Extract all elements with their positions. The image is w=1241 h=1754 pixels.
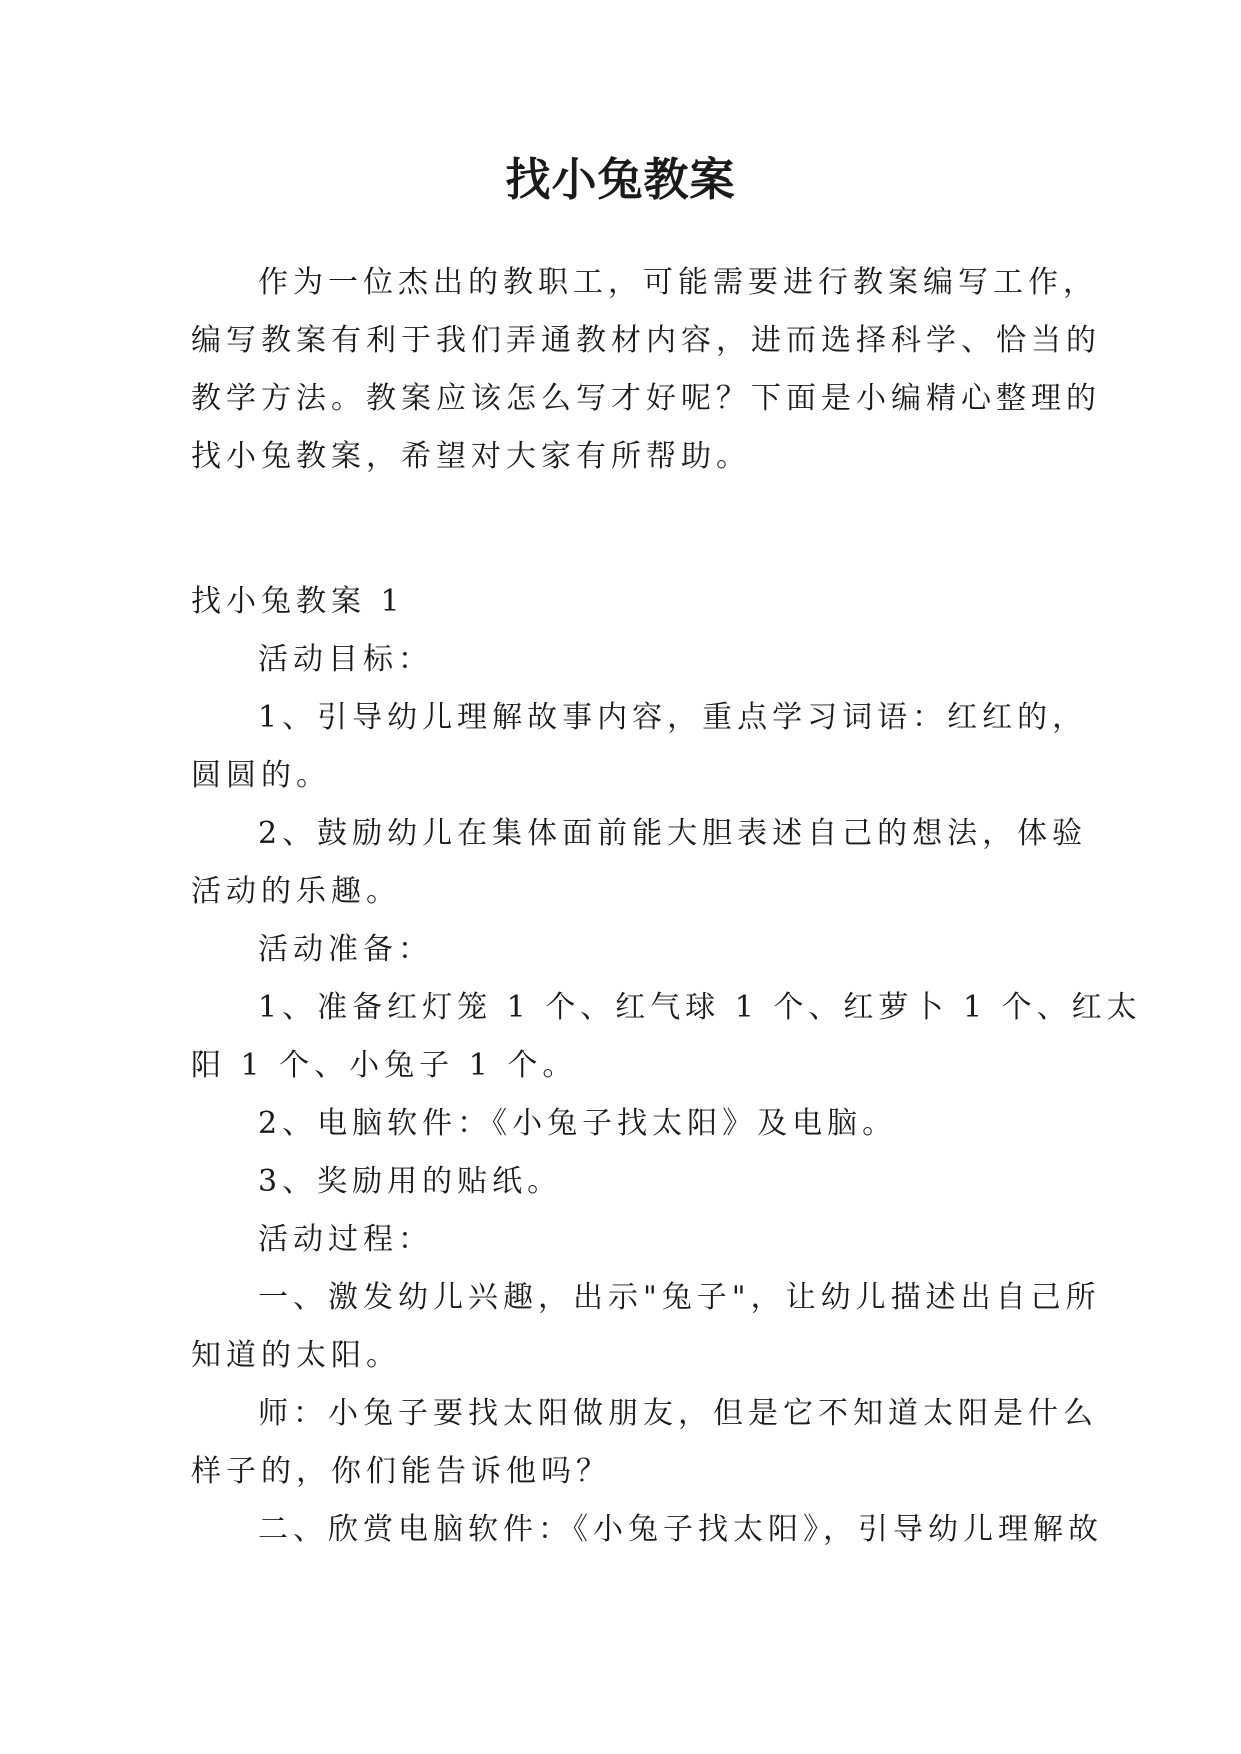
section-heading: 找小兔教案 1: [191, 584, 405, 619]
document-title: 找小兔教案: [505, 153, 736, 206]
content-line: 二、欣赏电脑软件：《小兔子找太阳》，引导幼儿理解故: [258, 1512, 1103, 1547]
content-line: 活动过程：: [258, 1222, 433, 1257]
content-line: 一、激发幼儿兴趣，出示"兔子"，让幼儿描述出自己所: [258, 1280, 1101, 1315]
intro-paragraph: [191, 254, 1101, 486]
intro-line: 找小兔教案，希望对大家有所帮助。: [191, 439, 751, 474]
content-line: 圆圆的。: [191, 758, 331, 793]
content-line: 阳 1 个、小兔子 1 个。: [191, 1048, 578, 1083]
content-line: 样子的，你们能告诉他吗？: [191, 1454, 611, 1489]
content-line: 活动的乐趣。: [191, 874, 401, 909]
content-line: 知道的太阳。: [191, 1338, 401, 1373]
content-line: 师：小兔子要找太阳做朋友，但是它不知道太阳是什么: [258, 1396, 1098, 1431]
content-line: 1、引导幼儿理解故事内容，重点学习词语：红红的，: [258, 700, 1088, 735]
content-line: 2、鼓励幼儿在集体面前能大胆表述自己的想法，体验: [258, 816, 1088, 851]
content-line: 活动准备：: [258, 932, 433, 967]
content-body: [191, 631, 1142, 1559]
content-line: 活动目标：: [258, 642, 433, 677]
content-line: 1、准备红灯笼 1 个、红气球 1 个、红萝卜 1 个、红太: [258, 990, 1142, 1025]
intro-line: 编写教案有利于我们弄通教材内容，进而选择科学、恰当的: [191, 323, 1101, 358]
content-line: 2、电脑软件：《小兔子找太阳》及电脑。: [258, 1106, 898, 1141]
content-line: 3、奖励用的贴纸。: [258, 1164, 563, 1199]
intro-line: 作为一位杰出的教职工，可能需要进行教案编写工作，: [258, 265, 1098, 300]
intro-line: 教学方法。教案应该怎么写才好呢？下面是小编精心整理的: [191, 381, 1101, 416]
